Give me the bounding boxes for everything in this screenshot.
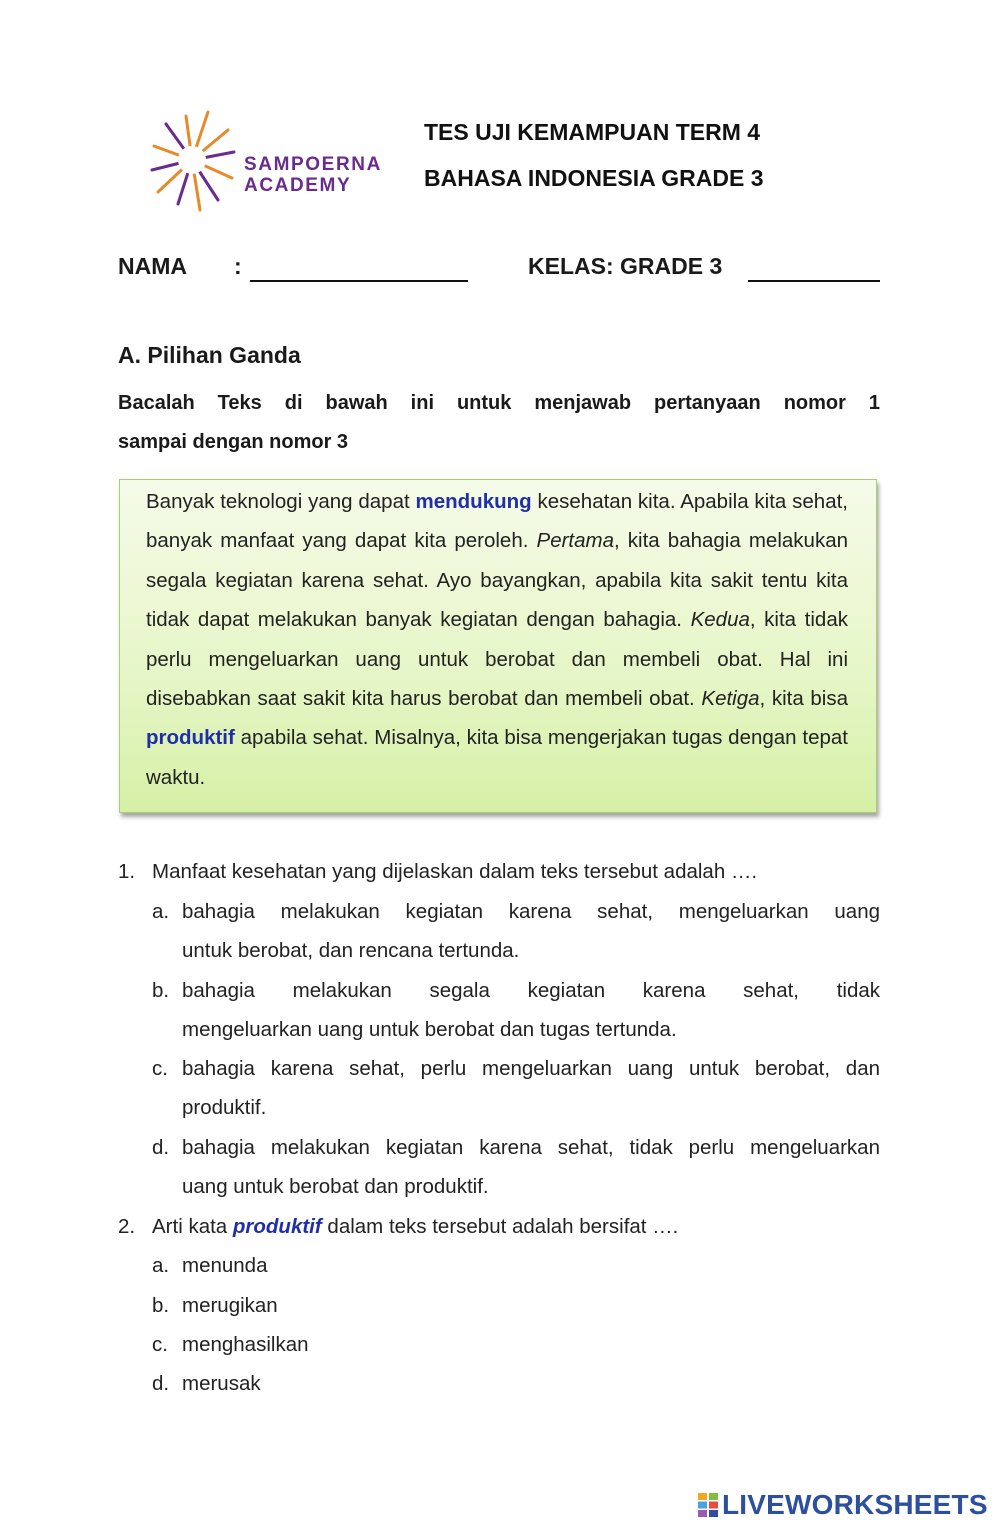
- sunburst-icon: [148, 108, 244, 218]
- passage-text: , kita bisa: [759, 687, 848, 711]
- option-letter: d.: [152, 1372, 170, 1395]
- liveworksheets-brand: LIVEWORKSHEETS: [722, 1489, 988, 1520]
- option-text-line-2: uang untuk berobat dan produktif.: [182, 1175, 489, 1199]
- subject-title: BAHASA INDONESIA GRADE 3: [424, 165, 764, 191]
- option-text: menunda: [182, 1254, 268, 1277]
- question-number: 2.: [118, 1215, 136, 1238]
- name-label: NAMA: [118, 253, 187, 279]
- passage-text: apabila sehat. Misalnya, kita bisa mengerjakan tugas dengan tepat waktu.: [146, 726, 848, 789]
- option-letter: a.: [152, 1254, 170, 1277]
- option-text-line-1: bahagia melakukan kegiatan karena sehat, mengeluarkan uang: [182, 900, 880, 923]
- logo-wordmark: [244, 154, 382, 196]
- option-letter: d.: [152, 1136, 170, 1159]
- question-text: Manfaat kesehatan yang dijelaskan dalam teks tersebut adalah ….: [152, 860, 758, 883]
- liveworksheets-icon: [698, 1493, 718, 1517]
- option-text-line-2: untuk berobat, dan rencana tertunda.: [182, 939, 520, 963]
- sampoerna-logo: [148, 108, 398, 218]
- class-label: KELAS: GRADE 3: [528, 253, 723, 279]
- name-blank-line[interactable]: [250, 280, 468, 282]
- option-text: menghasilkan: [182, 1333, 309, 1356]
- passage-text: , kita tidak perlu mengeluarkan uang untuk berobat dan membeli obat. Hal ini disebabkan saat sakit kita harus berobat dan membeli obat.: [146, 608, 848, 711]
- keyword-produktif: produktif: [232, 1215, 322, 1238]
- instruction-line-1: Bacalah Teks di bawah ini untuk menjawab pertanyaan nomor 1: [118, 392, 880, 414]
- passage-text: kesehatan kita. Apabila kita sehat, banyak manfaat yang dapat kita peroleh.: [146, 490, 848, 553]
- class-blank-line[interactable]: [748, 280, 880, 282]
- section-title: A. Pilihan Ganda: [118, 342, 301, 368]
- logo-line-2: ACADEMY: [244, 175, 352, 196]
- test-title: TES UJI KEMAMPUAN TERM 4: [424, 119, 761, 145]
- option-text-line-2: produktif.: [182, 1096, 267, 1120]
- question-text-after: dalam teks tersebut adalah bersifat ….: [321, 1215, 679, 1238]
- question-text-before: Arti kata: [152, 1215, 233, 1238]
- question-text: [152, 1207, 678, 1246]
- option-letter: b.: [152, 1294, 170, 1317]
- question-number: 1.: [118, 860, 136, 883]
- keyword-produktif: produktif: [146, 726, 235, 750]
- emphasis-ketiga: Ketiga: [701, 687, 760, 711]
- emphasis-pertama: Pertama: [536, 529, 614, 553]
- option-text: merugikan: [182, 1294, 278, 1317]
- option-text-line-1: bahagia karena sehat, perlu mengeluarkan uang untuk berobat, dan: [182, 1057, 880, 1080]
- emphasis-kedua: Kedua: [690, 608, 750, 632]
- option-text-line-1: bahagia melakukan kegiatan karena sehat, tidak perlu mengeluarkan: [182, 1136, 880, 1159]
- reading-passage: [119, 479, 877, 813]
- option-letter: a.: [152, 900, 170, 923]
- option-text: merusak: [182, 1372, 261, 1395]
- passage-text: , kita bahagia melakukan segala kegiatan karena sehat. Ayo bayangkan, apabila kita sakit tentu kita tidak dapat melakukan banyak kegiatan dengan bahagia.: [146, 529, 848, 632]
- passage-text: Banyak teknologi yang dapat: [146, 490, 416, 513]
- keyword-mendukung: mendukung: [415, 490, 532, 513]
- name-colon: :: [234, 253, 242, 279]
- instruction-line-2: sampai dengan nomor 3: [118, 431, 349, 453]
- logo-line-1: SAMPOERNA: [244, 154, 382, 175]
- option-text-line-2: mengeluarkan uang untuk berobat dan tugas tertunda.: [182, 1018, 677, 1042]
- option-text-line-1: bahagia melakukan segala kegiatan karena sehat, tidak: [182, 979, 880, 1002]
- option-letter: b.: [152, 979, 170, 1002]
- option-letter: c.: [152, 1057, 168, 1080]
- option-letter: c.: [152, 1333, 168, 1356]
